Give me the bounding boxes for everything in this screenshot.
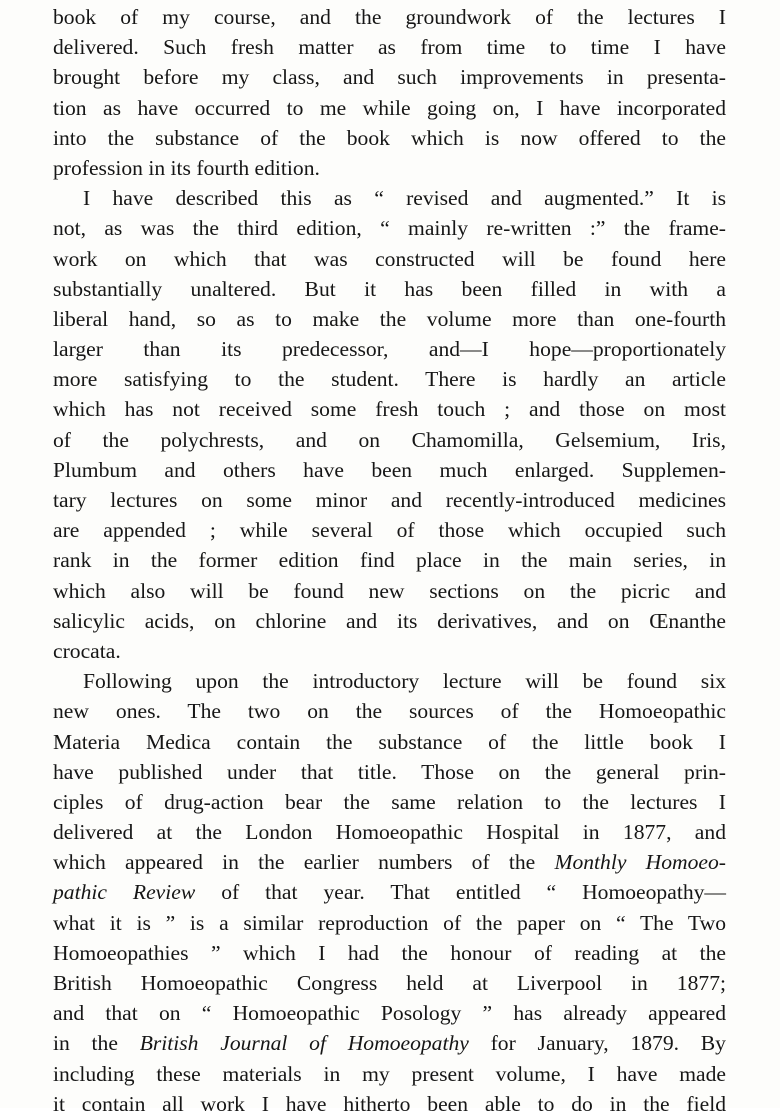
text-line-with-italic <box>53 1028 726 1058</box>
text-line: and that on “ Homoeopathic Posology ” has already appeared <box>53 1001 726 1026</box>
italic-title-review: pathic Review <box>53 880 196 905</box>
text-segment: which appeared in the earlier numbers of the <box>53 850 555 875</box>
text-segment: in the <box>53 1031 140 1056</box>
text-column <box>53 2 726 1119</box>
text-segment: of that year. That entitled “ Homoeopathy— <box>195 880 727 905</box>
text-line: Homoeopathies ” which I had the honour of reading at the <box>53 940 726 965</box>
text-line: crocata. <box>53 638 121 663</box>
text-line: into the substance of the book which is now offered to the <box>53 125 726 150</box>
text-line: what it is ” is a similar reproduction of the paper on “ The Two <box>53 910 726 935</box>
text-line: of the polychrests, and on Chamomilla, Gelsemium, Iris, <box>53 427 726 452</box>
text-line: profession in its fourth edition. <box>53 155 320 180</box>
text-line: I have described this as “ revised and augmented.” It is <box>83 186 726 211</box>
paragraph-2 <box>53 183 726 666</box>
italic-title-british-journal: British Journal of Homoeopathy <box>139 1031 469 1056</box>
text-line: substantially unaltered. But it has been filled in with a <box>53 276 726 301</box>
text-line: book of my course, and the groundwork of the lectures I <box>53 5 726 29</box>
text-line: delivered. Such fresh matter as from time to time I have <box>53 35 726 60</box>
text-segment: for January, 1879. By <box>468 1031 726 1056</box>
text-line: delivered at the London Homoeopathic Hospital in 1877, and <box>53 820 726 845</box>
text-line: tion as have occurred to me while going on, I have incorporated <box>53 95 726 120</box>
text-line: more satisfying to the student. There is hardly an article <box>53 367 726 392</box>
text-line: salicylic acids, on chlorine and its derivatives, and on Œnanthe <box>53 608 726 633</box>
text-line: which has not received some fresh touch ; and those on most <box>53 397 726 422</box>
text-line-with-italic <box>53 847 726 877</box>
text-line: not, as was the third edition, “ mainly re-written :” the frame- <box>53 216 726 241</box>
text-line: ciples of drug-action bear the same relation to the lectures I <box>53 789 726 814</box>
text-line: including these materials in my present volume, I have made <box>53 1061 726 1086</box>
text-line-with-italic <box>53 877 726 907</box>
text-line: larger than its predecessor, and—I hope—proportionately <box>53 337 726 362</box>
text-line: which also will be found new sections on the picric and <box>53 578 726 603</box>
text-line: Materia Medica contain the substance of the little book I <box>53 729 726 754</box>
paragraph-1 <box>53 2 726 183</box>
text-line: work on which that was constructed will be found here <box>53 246 726 271</box>
text-line: it contain all work I have hitherto been able to do in the field <box>53 1091 726 1116</box>
text-line: rank in the former edition find place in the main series, in <box>53 548 726 573</box>
paragraph-3 <box>53 666 726 1119</box>
text-line: brought before my class, and such improvements in presenta- <box>53 65 726 90</box>
text-line: Following upon the introductory lecture will be found six <box>83 669 726 694</box>
text-line: British Homoeopathic Congress held at Liverpool in 1877; <box>53 971 726 995</box>
text-line: new ones. The two on the sources of the Homoeopathic <box>53 699 726 724</box>
text-line: Plumbum and others have been much enlarged. Supplemen- <box>53 457 726 482</box>
text-line: are appended ; while several of those which occupied such <box>53 518 726 543</box>
text-line: have published under that title. Those on the general prin- <box>53 759 726 784</box>
italic-title-monthly-homoeopathic: Monthly Homoeo- <box>554 850 726 875</box>
text-line: liberal hand, so as to make the volume more than one-fourth <box>53 306 726 331</box>
text-line: tary lectures on some minor and recently-introduced medicines <box>53 488 726 512</box>
